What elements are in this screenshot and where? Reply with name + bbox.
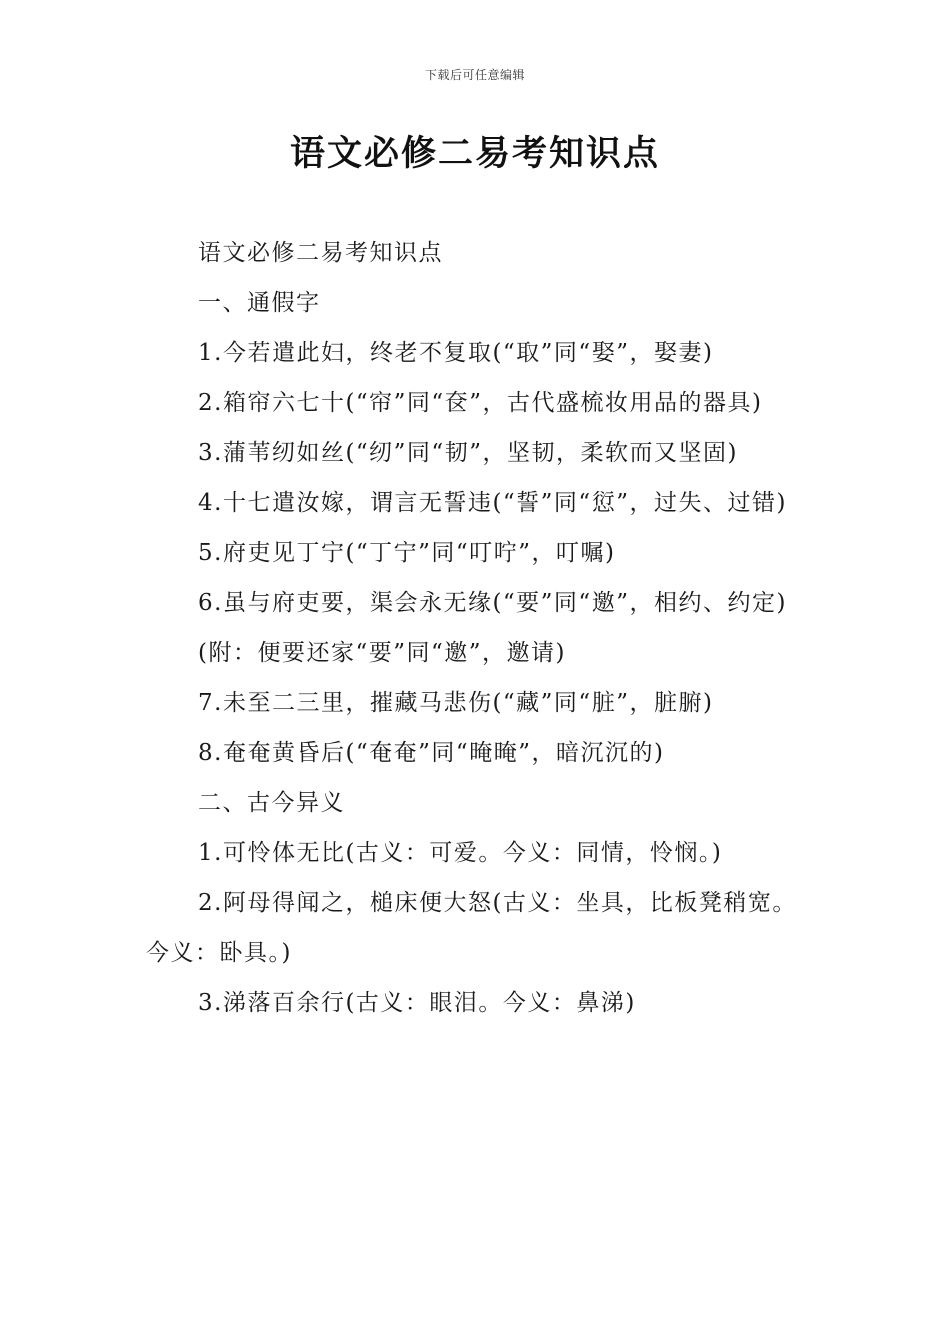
list-item: 1.可怜体无比(古义：可爱。今义：同情，怜悯。) xyxy=(198,840,723,866)
document-title: 语文必修二易考知识点 xyxy=(289,133,660,174)
list-item: 8.奄奄黄昏后(“奄奄”同“晻晻”，暗沉沉的) xyxy=(198,740,665,766)
list-item: 4.十七遣汝嫁，谓言无誓违(“誓”同“愆”，过失、过错) xyxy=(198,490,787,516)
list-item: 7.未至二三里，摧藏马悲伤(“藏”同“脏”，脏腑) xyxy=(198,690,714,716)
list-item: 5.府吏见丁宁(“丁宁”同“叮咛”，叮嘱) xyxy=(198,540,616,566)
list-item: 2.箱帘六七十(“帘”同“奁”，古代盛梳妆用品的器具) xyxy=(198,390,763,416)
list-item: 6.虽与府吏要，渠会永无缘(“要”同“邀”，相约、约定) xyxy=(198,590,787,616)
list-item: 1.今若遣此妇，终老不复取(“取”同“娶”，娶妻) xyxy=(198,340,714,366)
section-heading-gujinyiyi: 二、古今异义 xyxy=(198,790,345,816)
list-item: 3.蒲苇纫如丝(“纫”同“韧”，坚韧，柔软而又坚固) xyxy=(198,440,738,466)
list-item: 3.涕落百余行(古义：眼泪。今义：鼻涕) xyxy=(198,990,636,1016)
section-heading-tongjiazi: 一、通假字 xyxy=(198,290,321,316)
list-item-note: (附：便要还家“要”同“邀”，邀请) xyxy=(198,640,566,666)
header-note: 下载后可任意编辑 xyxy=(424,68,525,82)
document-body xyxy=(146,228,814,1028)
list-item: 2.阿母得闻之，槌床便大怒(古义：坐具，比板凳稍宽。今义：卧具。) xyxy=(146,890,797,966)
paragraph-subtitle: 语文必修二易考知识点 xyxy=(198,240,443,266)
